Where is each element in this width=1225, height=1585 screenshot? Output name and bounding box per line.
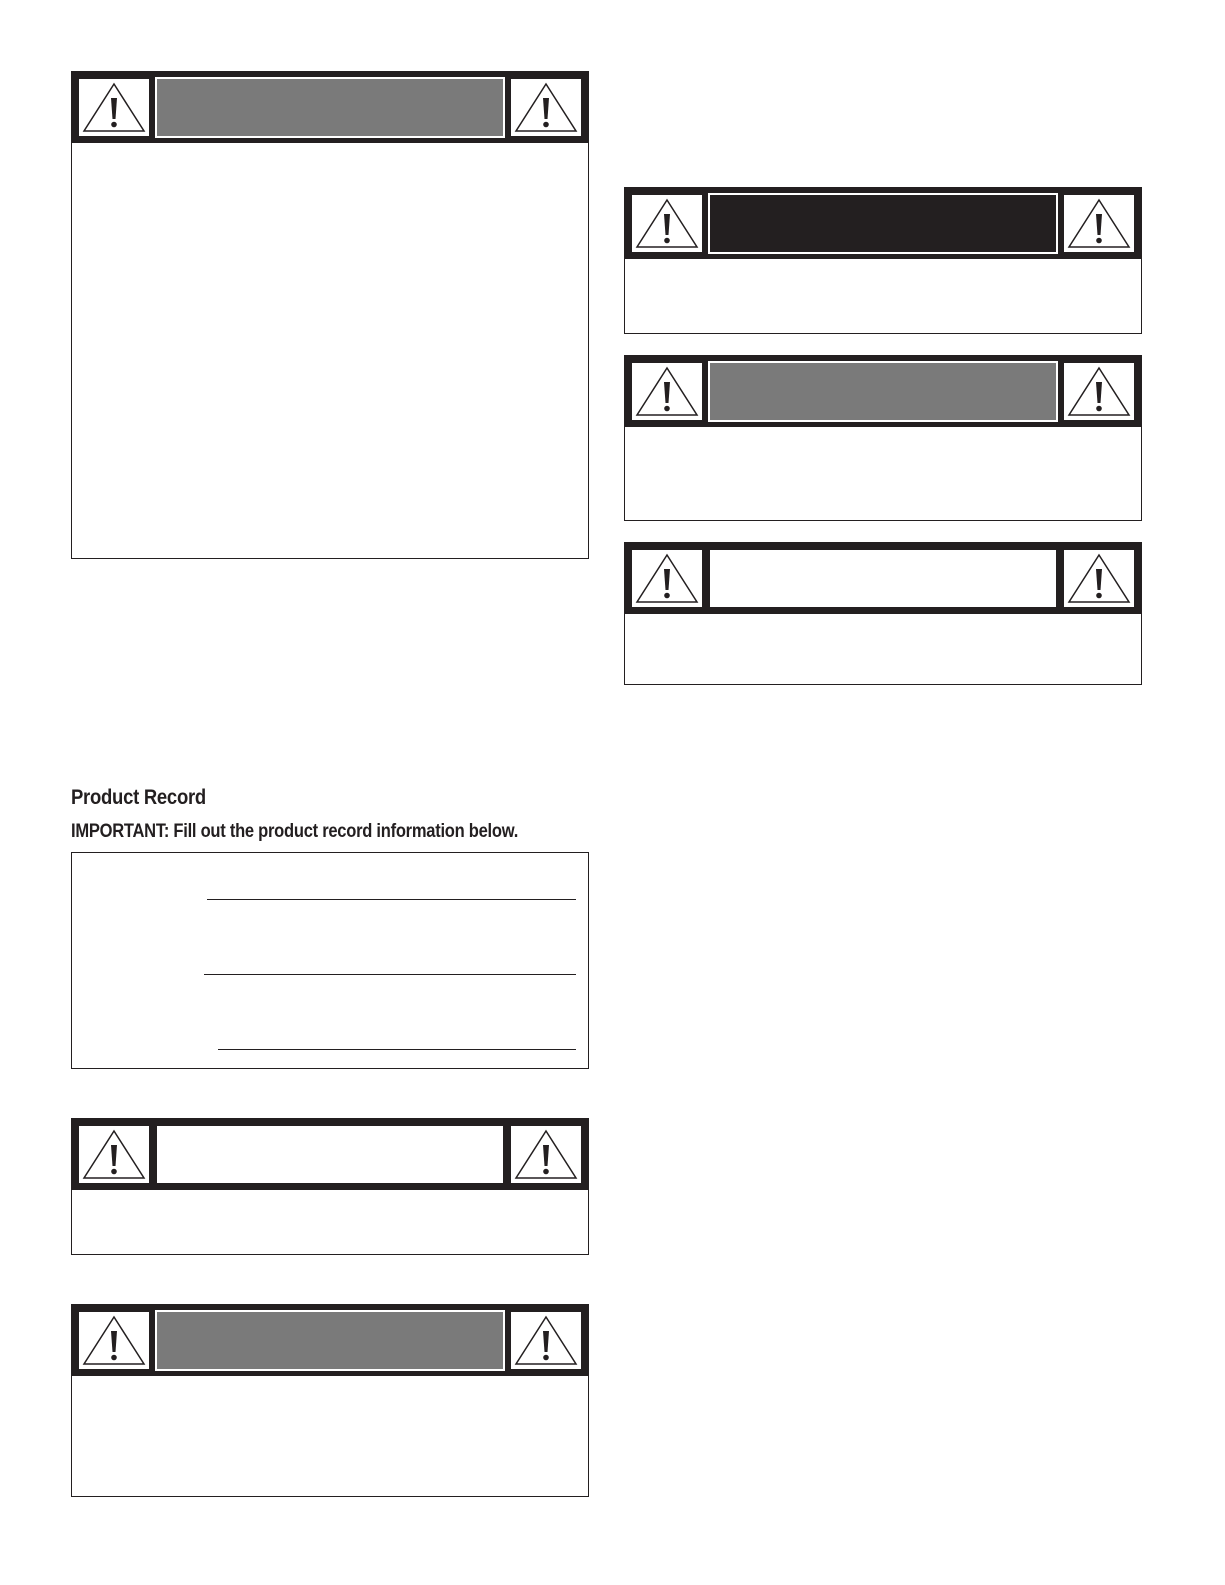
safety-notice-white xyxy=(71,1118,589,1255)
warning-triangle-icon xyxy=(1062,548,1136,609)
safety-notice-header xyxy=(625,356,1141,427)
warning-triangle-icon xyxy=(77,1124,151,1185)
record-field-2[interactable] xyxy=(84,935,576,975)
signal-word-panel xyxy=(708,548,1058,609)
warning-triangle-icon xyxy=(630,548,704,609)
product-record-title: Product Record xyxy=(71,786,206,809)
safety-notice-header xyxy=(625,543,1141,614)
record-field-1[interactable] xyxy=(84,860,576,900)
safety-notice-large xyxy=(71,71,589,559)
record-field-2-line[interactable] xyxy=(204,974,576,975)
record-field-1-line[interactable] xyxy=(207,899,576,900)
record-field-3-line[interactable] xyxy=(218,1049,576,1050)
record-field-3[interactable] xyxy=(84,1010,576,1050)
safety-notice-header xyxy=(72,1119,588,1190)
warning-triangle-icon xyxy=(509,77,583,138)
product-record-form xyxy=(71,852,589,1069)
warning-triangle-icon xyxy=(509,1124,583,1185)
product-record-subtitle: IMPORTANT: Fill out the product record information below. xyxy=(71,821,519,842)
safety-notice-white-right xyxy=(624,542,1142,685)
safety-notice-body xyxy=(72,1190,588,1254)
signal-word-panel xyxy=(155,1310,505,1371)
warning-triangle-icon xyxy=(1062,361,1136,422)
warning-triangle-icon xyxy=(509,1310,583,1371)
warning-triangle-icon xyxy=(1062,193,1136,254)
safety-notice-body xyxy=(625,614,1141,684)
warning-triangle-icon xyxy=(77,1310,151,1371)
warning-triangle-icon xyxy=(630,193,704,254)
signal-word-panel xyxy=(708,193,1058,254)
safety-notice-header xyxy=(72,72,588,143)
safety-notice-body xyxy=(72,1376,588,1496)
safety-notice-body xyxy=(625,259,1141,333)
warning-triangle-icon xyxy=(630,361,704,422)
signal-word-panel xyxy=(155,1124,505,1185)
safety-notice-body xyxy=(72,143,588,558)
signal-word-panel xyxy=(155,77,505,138)
safety-notice-header xyxy=(625,188,1141,259)
safety-notice-gray-bottom xyxy=(71,1304,589,1497)
signal-word-panel xyxy=(708,361,1058,422)
safety-notice-gray-right xyxy=(624,355,1142,521)
safety-notice-header xyxy=(72,1305,588,1376)
safety-notice-black xyxy=(624,187,1142,334)
safety-notice-body xyxy=(625,427,1141,520)
warning-triangle-icon xyxy=(77,77,151,138)
